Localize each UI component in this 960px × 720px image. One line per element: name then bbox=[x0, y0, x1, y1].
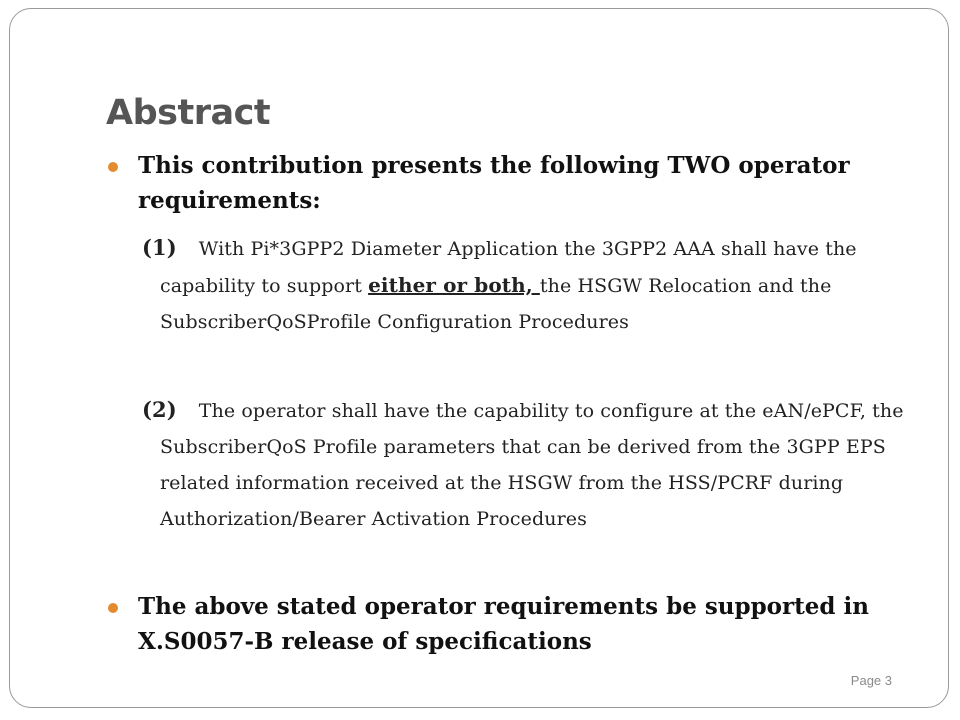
slide-title: Abstract bbox=[106, 93, 271, 133]
bullet-marker bbox=[108, 162, 118, 172]
page-number: Page 3 bbox=[850, 673, 892, 688]
requirement-emphasis: either or both, bbox=[368, 273, 540, 297]
requirement-text: With Pi*3GPP2 Diameter Application the 3GPP2 AAA shall have the capability to support bbox=[160, 238, 857, 297]
requirement-number: (1) bbox=[142, 235, 177, 260]
requirement-item-2 bbox=[142, 392, 920, 537]
requirement-text: The operator shall have the capability to configure at the eAN/ePCF, the SubscriberQoS Profile parameters that can be derived from the 3GPP EPS related information received at the HSGW from the HSS/PCRF during Authorization/Bearer Activation Procedures bbox=[160, 400, 904, 530]
requirement-number: (2) bbox=[142, 397, 177, 422]
requirement-text-end: the HSGW Relocation and the SubscriberQoSProfile Configuration Procedures bbox=[160, 275, 832, 333]
bullet-text-conclusion: The above stated operator requirements be supported in X.S0057-B release of specifications bbox=[138, 593, 869, 655]
requirement-item-1 bbox=[142, 230, 920, 340]
bullet-text-intro: This contribution presents the following TWO operator requirements: bbox=[138, 152, 850, 214]
bullet-marker bbox=[108, 603, 118, 613]
